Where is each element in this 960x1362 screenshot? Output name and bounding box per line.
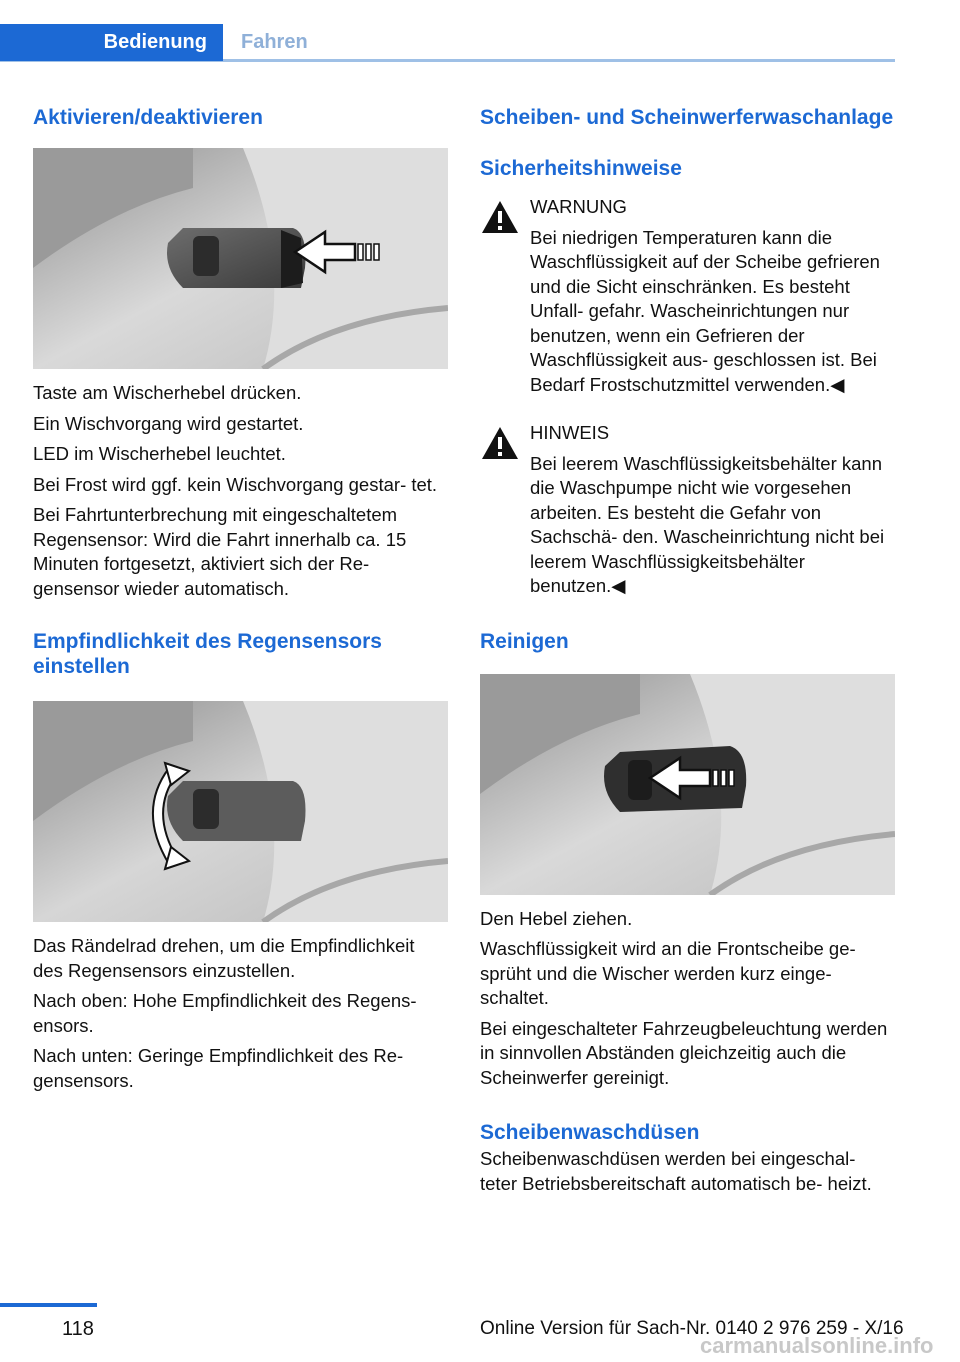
tab-fahren[interactable]: Fahren (241, 31, 308, 53)
online-version: Online Version für Sach-Nr. 0140 2 976 259 - X/16 (480, 1318, 904, 1339)
heading-washer-system: Scheiben- und Scheinwerferwaschanlage (480, 106, 894, 129)
hint-block (480, 421, 896, 599)
hint-label: HINWEIS (530, 422, 610, 443)
hint-text: Bei leerem Waschflüssigkeitsbehälter kann die Waschpumpe nicht wie vorgesehen arbeiten. Es besteht die Gefahr von Sachschä‐ den. Wascheinrichtung nicht bei leerem Waschflüssigkeitsbehälter benutzen.◀ (530, 452, 885, 596)
watermark: carmanualsonline.info (700, 1333, 934, 1358)
text-frost-note: Bei Frost wird ggf. kein Wischvorgang gestar‐ tet. (33, 473, 438, 495)
hint-triangle-icon (480, 425, 520, 461)
text-up-high: Nach oben: Hohe Empfindlichkeit des Regens‐ ensors. (33, 990, 417, 1036)
text-nozzles-heated: Scheibenwaschdüsen werden bei eingeschal‐ teter Betriebsbereitschaft automatisch be‐ heizt. (480, 1148, 872, 1194)
warning-label: WARNUNG (530, 196, 627, 217)
warning-block (480, 195, 896, 397)
wiper-lever-button-image (33, 148, 448, 369)
knurled-wheel-image (33, 701, 448, 922)
text-rain-sensor-resume: Bei Fahrtunterbrechung mit eingeschaltetem Regensensor: Wird die Fahrt innerhalb ca. 15 Minuten fortgesetzt, aktiviert sich der Re‐ gensensor wieder automatisch. (33, 504, 407, 599)
warning-text-start: Bei niedrigen Temperaturen kann die Waschflüssigkeit auf der Scheibe gefrieren und die Sicht einschränken. Es besteht Unfall‐ gefahr. Wascheinrichtungen nur benutzen, wenn ein Gefrieren der Waschflüssigkeit aus‐ geschlossen ist. Bei Bedarf Frostschutzmittel verwenden.◀ (530, 226, 880, 395)
right-column (480, 100, 896, 1196)
heading-safety: Sicherheitshinweise (480, 157, 682, 180)
heading-clean: Reinigen (480, 629, 569, 653)
heading-nozzles: Scheibenwaschdüsen (480, 1121, 700, 1144)
pull-lever-image (480, 674, 895, 895)
text-down-low: Nach unten: Geringe Empfindlichkeit des Re‐ gensensors. (33, 1045, 404, 1091)
heading-activate: Aktivieren/deaktivieren (33, 106, 263, 129)
tab-bedienung[interactable] (0, 24, 223, 61)
text-fluid-sprayed: Waschflüssigkeit wird an die Frontscheibe ge‐ sprüht und die Wischer werden kurz einge‐ schaltet. (480, 938, 856, 1008)
text-headlights-cleaned: Bei eingeschalteter Fahrzeugbeleuchtung werden in sinnvollen Abständen gleichzeitig auch die Scheinwerfer gereinigt. (480, 1017, 888, 1088)
left-column (33, 100, 449, 1093)
tab-bedienung-label: Bedienung (103, 31, 207, 53)
text-wipe-started: Ein Wischvorgang wird gestartet. (33, 412, 304, 434)
page-number: 118 (62, 1318, 94, 1340)
text-press-button: Taste am Wischerhebel drücken. (33, 382, 302, 403)
text-led-lights: LED im Wischerhebel leuchtet. (33, 443, 286, 464)
text-turn-wheel: Das Rändelrad drehen, um die Empfindlichkeit des Regensensors einzustellen. (33, 935, 415, 981)
text-pull-lever: Den Hebel ziehen. (480, 907, 633, 929)
chapter-tabs (0, 24, 895, 62)
warning-triangle-icon (480, 199, 520, 235)
footer-rule (0, 1303, 97, 1307)
heading-sensitivity: Empfindlichkeit des Regensensors einstellen (33, 630, 382, 678)
